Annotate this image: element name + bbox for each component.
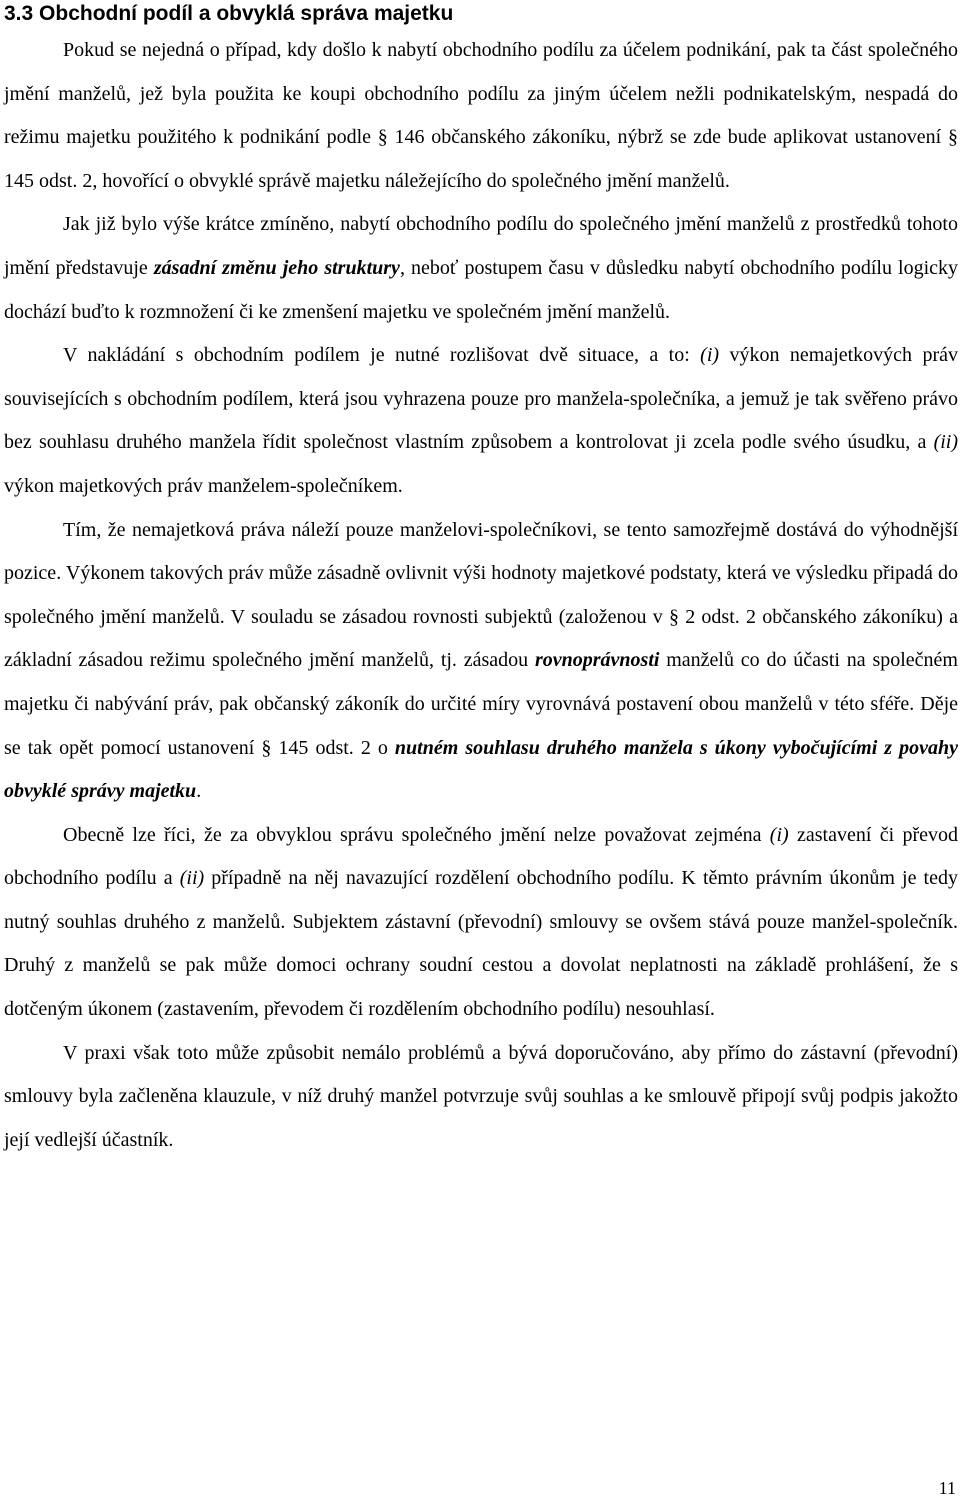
paragraph-text: , neboť postupem času v důsledku nabytí obchodního podílu logicky dochází buďto k rozmnožení či ke zmenšení majetku ve společném jmění manželů. xyxy=(4,256,959,323)
paragraph-3 xyxy=(4,334,958,508)
paragraph-text: případně na něj navazující rozdělení obchodního podílu. K těmto právním úkonům je tedy nutný souhlas druhého z manželů. Subjektem zástavní (převodní) smlouvy se ovšem stává pouze manžel-společník. Druhý z manželů se pak může domoci ochrany soudní cestou a dovolat neplatnosti na základě prohlášení, že s dotčeným úkonem (zastavením, převodem či rozdělením obchodního podílu) nesouhlasí. xyxy=(4,867,958,1021)
emphasis-bold-italic: rovnoprávnosti xyxy=(534,649,660,672)
paragraph-text: V praxi však toto může způsobit nemálo problémů a bývá doporučováno, aby přímo do zástavní (převodní) smlouvy byla začleněna klauzule, v níž druhý manžel potvrzuje svůj souhlas a ke smlouvě připojí svůj podpis jakožto její vedlejší účastník. xyxy=(4,1041,958,1151)
paragraph-text: . xyxy=(196,780,202,803)
page-number: 11 xyxy=(938,1478,956,1498)
paragraph-text: Pokud se nejedná o případ, kdy došlo k nabytí obchodního podílu za účelem podnikání, pak ta část společného jmění manželů, jež byla použita ke koupi obchodního podílu za jiným účelem nežli podnikatelským, nespadá do režimu majetku použitého k podnikání podle § 146 občanského zákoníku, nýbrž se zde bude aplikovat ustanovení § 145 odst. 2, hovořící o obvyklé správě majetku náležejícího do společného jmění manželů. xyxy=(4,39,958,192)
paragraph-6 xyxy=(4,1032,958,1163)
paragraph-5 xyxy=(4,814,958,1032)
paragraph-text: manželů co do účasti na společném majetku či nabývání práv, pak občanský zákoník do určité míry vyrovnává postavení obou manželů v této sféře. Děje se tak opět pomocí ustanovení § 145 odst. 2 o xyxy=(4,649,958,759)
paragraph-text: výkon nemajetkových práv souvisejících s obchodním podílem, která jsou vyhrazena pouze pro manžela-společníka, a jemuž je tak svěřeno právo bez souhlasu druhého manžela řídit společnost vlastním způsobem a kontrolovat ji zcela podle svého úsudku, a xyxy=(4,344,958,454)
paragraph-4 xyxy=(4,509,958,814)
paragraph-2 xyxy=(4,203,958,334)
paragraph-text: Obecně lze říci, že za obvyklou správu společného jmění nelze považovat zejména xyxy=(63,823,770,846)
enumeration-marker: (i) xyxy=(700,344,720,367)
paragraph-text: výkon majetkových práv manželem-společníkem. xyxy=(4,474,403,497)
enumeration-marker: (ii) xyxy=(933,431,958,454)
paragraph-text: V nakládání s obchodním podílem je nutné rozlišovat dvě situace, a to: xyxy=(63,344,701,367)
section-heading: 3.3 Obchodní podíl a obvyklá správa majetku xyxy=(4,2,454,25)
paragraph-1 xyxy=(4,29,958,203)
paragraph-text: zastavení či převod obchodního podílu a xyxy=(4,823,959,890)
emphasis-bold-italic: zásadní změnu jeho struktury xyxy=(153,256,400,279)
document-page xyxy=(4,0,958,1162)
enumeration-marker: (ii) xyxy=(179,867,205,890)
paragraph-text: Jak již bylo výše krátce zmíněno, nabytí obchodního podílu do společného jmění manželů z prostředků tohoto jmění představuje xyxy=(4,213,958,279)
enumeration-marker: (i) xyxy=(769,823,789,846)
emphasis-bold-italic: nutném souhlasu druhého manžela s úkony vybočujícími z povahy obvyklé správy majetku xyxy=(4,736,958,803)
paragraph-text: Tím, že nemajetková práva náleží pouze manželovi-společníkovi, se tento samozřejmě dostává do výhodnější pozice. Výkonem takových práv může zásadně ovlivnit výši hodnoty majetkové podstaty, která ve výsledku připadá do společného jmění manželů. V souladu se zásadou rovnosti subjektů (založenou v § 2 odst. 2 občanského zákoníku) a základní zásadou režimu společného jmění manželů, tj. zásadou xyxy=(4,518,958,672)
